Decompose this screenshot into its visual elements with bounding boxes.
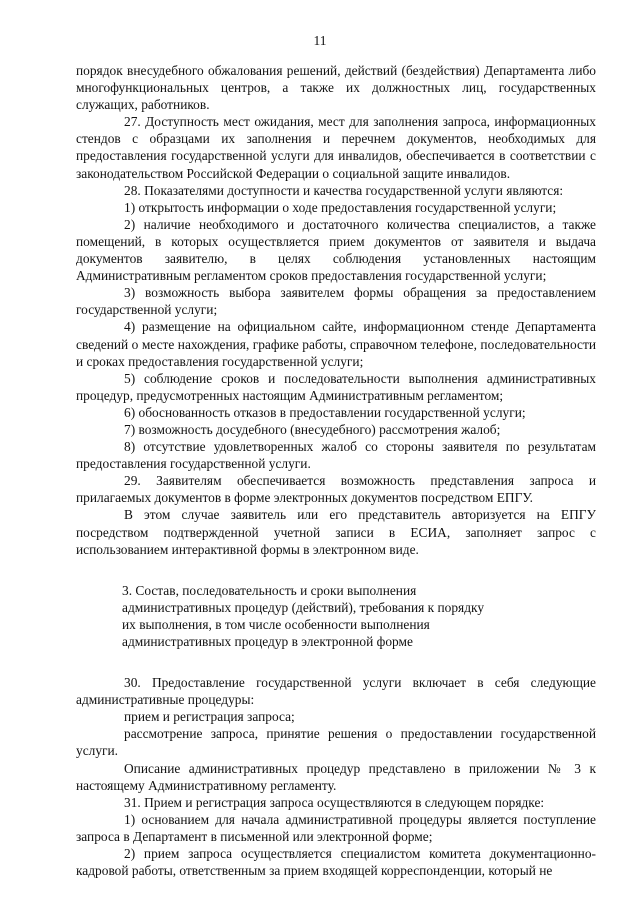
paragraph: 30. Предоставление государственной услуги включает в себя следующие административные процедуры: <box>76 675 596 708</box>
list-item: 2) прием запроса осуществляется специалистом комитета документационно-кадровой работы, ответственным за прием входящей корреспонденции, который не <box>76 846 596 879</box>
list-item: 2) наличие необходимого и достаточного количества специалистов, а также помещений, в которых осуществляется прием документов от заявителя и выдача документов заявителю, в целях соблюдения установленных настоящим Административным регламентом сроков предоставления государственной услуги; <box>76 216 596 284</box>
paragraph: порядок внесудебного обжалования решений, действий (бездействия) Департамента либо многофункциональных центров, а также их должностных лиц, государственных служащих, работников. <box>76 63 596 113</box>
list-item: прием и регистрация запроса; <box>124 709 295 725</box>
page-number: 11 <box>313 33 327 48</box>
list-item: 6) обоснованность отказов в предоставлении государственной услуги; <box>124 404 526 420</box>
section-heading-line: их выполнения, в том числе особенности выполнения <box>122 616 430 632</box>
paragraph: 27. Доступность мест ожидания, мест для заполнения запроса, информационных стендов с образцами их заполнения и перечнем документов, необходимых для предоставления государственной услуги для инвалидов, обеспечивается в соответствии с законодательством Российской Федерации о социальной защите инвалидов. <box>76 114 596 181</box>
list-item: 3) возможность выбора заявителем формы обращения за предоставлением государственной услуги; <box>76 285 596 318</box>
spacer <box>76 558 596 582</box>
section-heading-line: административных процедур в электронной форме <box>122 634 413 649</box>
list-item: 1) основанием для начала административной процедуры является поступление запроса в Департамент в письменной или электронной форме; <box>76 811 596 844</box>
paragraph: 28. Показателями доступности и качества государственной услуги являются: <box>124 182 564 198</box>
section-heading-line: 3. Состав, последовательность и сроки выполнения <box>122 582 417 598</box>
paragraph: 31. Прием и регистрация запроса осуществляются в следующем порядке: <box>124 794 545 810</box>
spacer <box>76 650 596 674</box>
paragraph: В этом случае заявитель или его представитель авторизуется на ЕПГУ посредством подтвержденной учетной записи в ЕСИА, заполняет запрос с использованием интерактивной формы в электронном виде. <box>76 507 596 557</box>
section-heading-line: административных процедур (действий), требования к порядку <box>122 599 485 615</box>
paragraph: 29. Заявителям обеспечивается возможность представления запроса и прилагаемых документов в форме электронных документов посредством ЕПГУ. <box>76 473 596 506</box>
list-item: рассмотрение запроса, принятие решения о предоставлении государственной услуги. <box>76 726 596 759</box>
list-item: 8) отсутствие удовлетворенных жалоб со стороны заявителя по результатам предоставления государственной услуги. <box>76 439 596 472</box>
section-heading <box>76 582 596 650</box>
list-item: 4) размещение на официальном сайте, информационном стенде Департамента сведений о месте нахождения, графике работы, справочном телефоне, последовательности и сроках предоставления государственной услуги; <box>76 319 596 369</box>
document-body <box>76 62 596 879</box>
list-item: 7) возможность досудебного (внесудебного) рассмотрения жалоб; <box>124 421 501 437</box>
list-item: 5) соблюдение сроков и последовательности выполнения административных процедур, предусмотренных настоящим Административным регламентом; <box>76 370 596 403</box>
list-item: 1) открытость информации о ходе предоставления государственной услуги; <box>124 199 557 215</box>
paragraph: Описание административных процедур представлено в приложении № 3 к настоящему Административному регламенту. <box>76 760 596 793</box>
